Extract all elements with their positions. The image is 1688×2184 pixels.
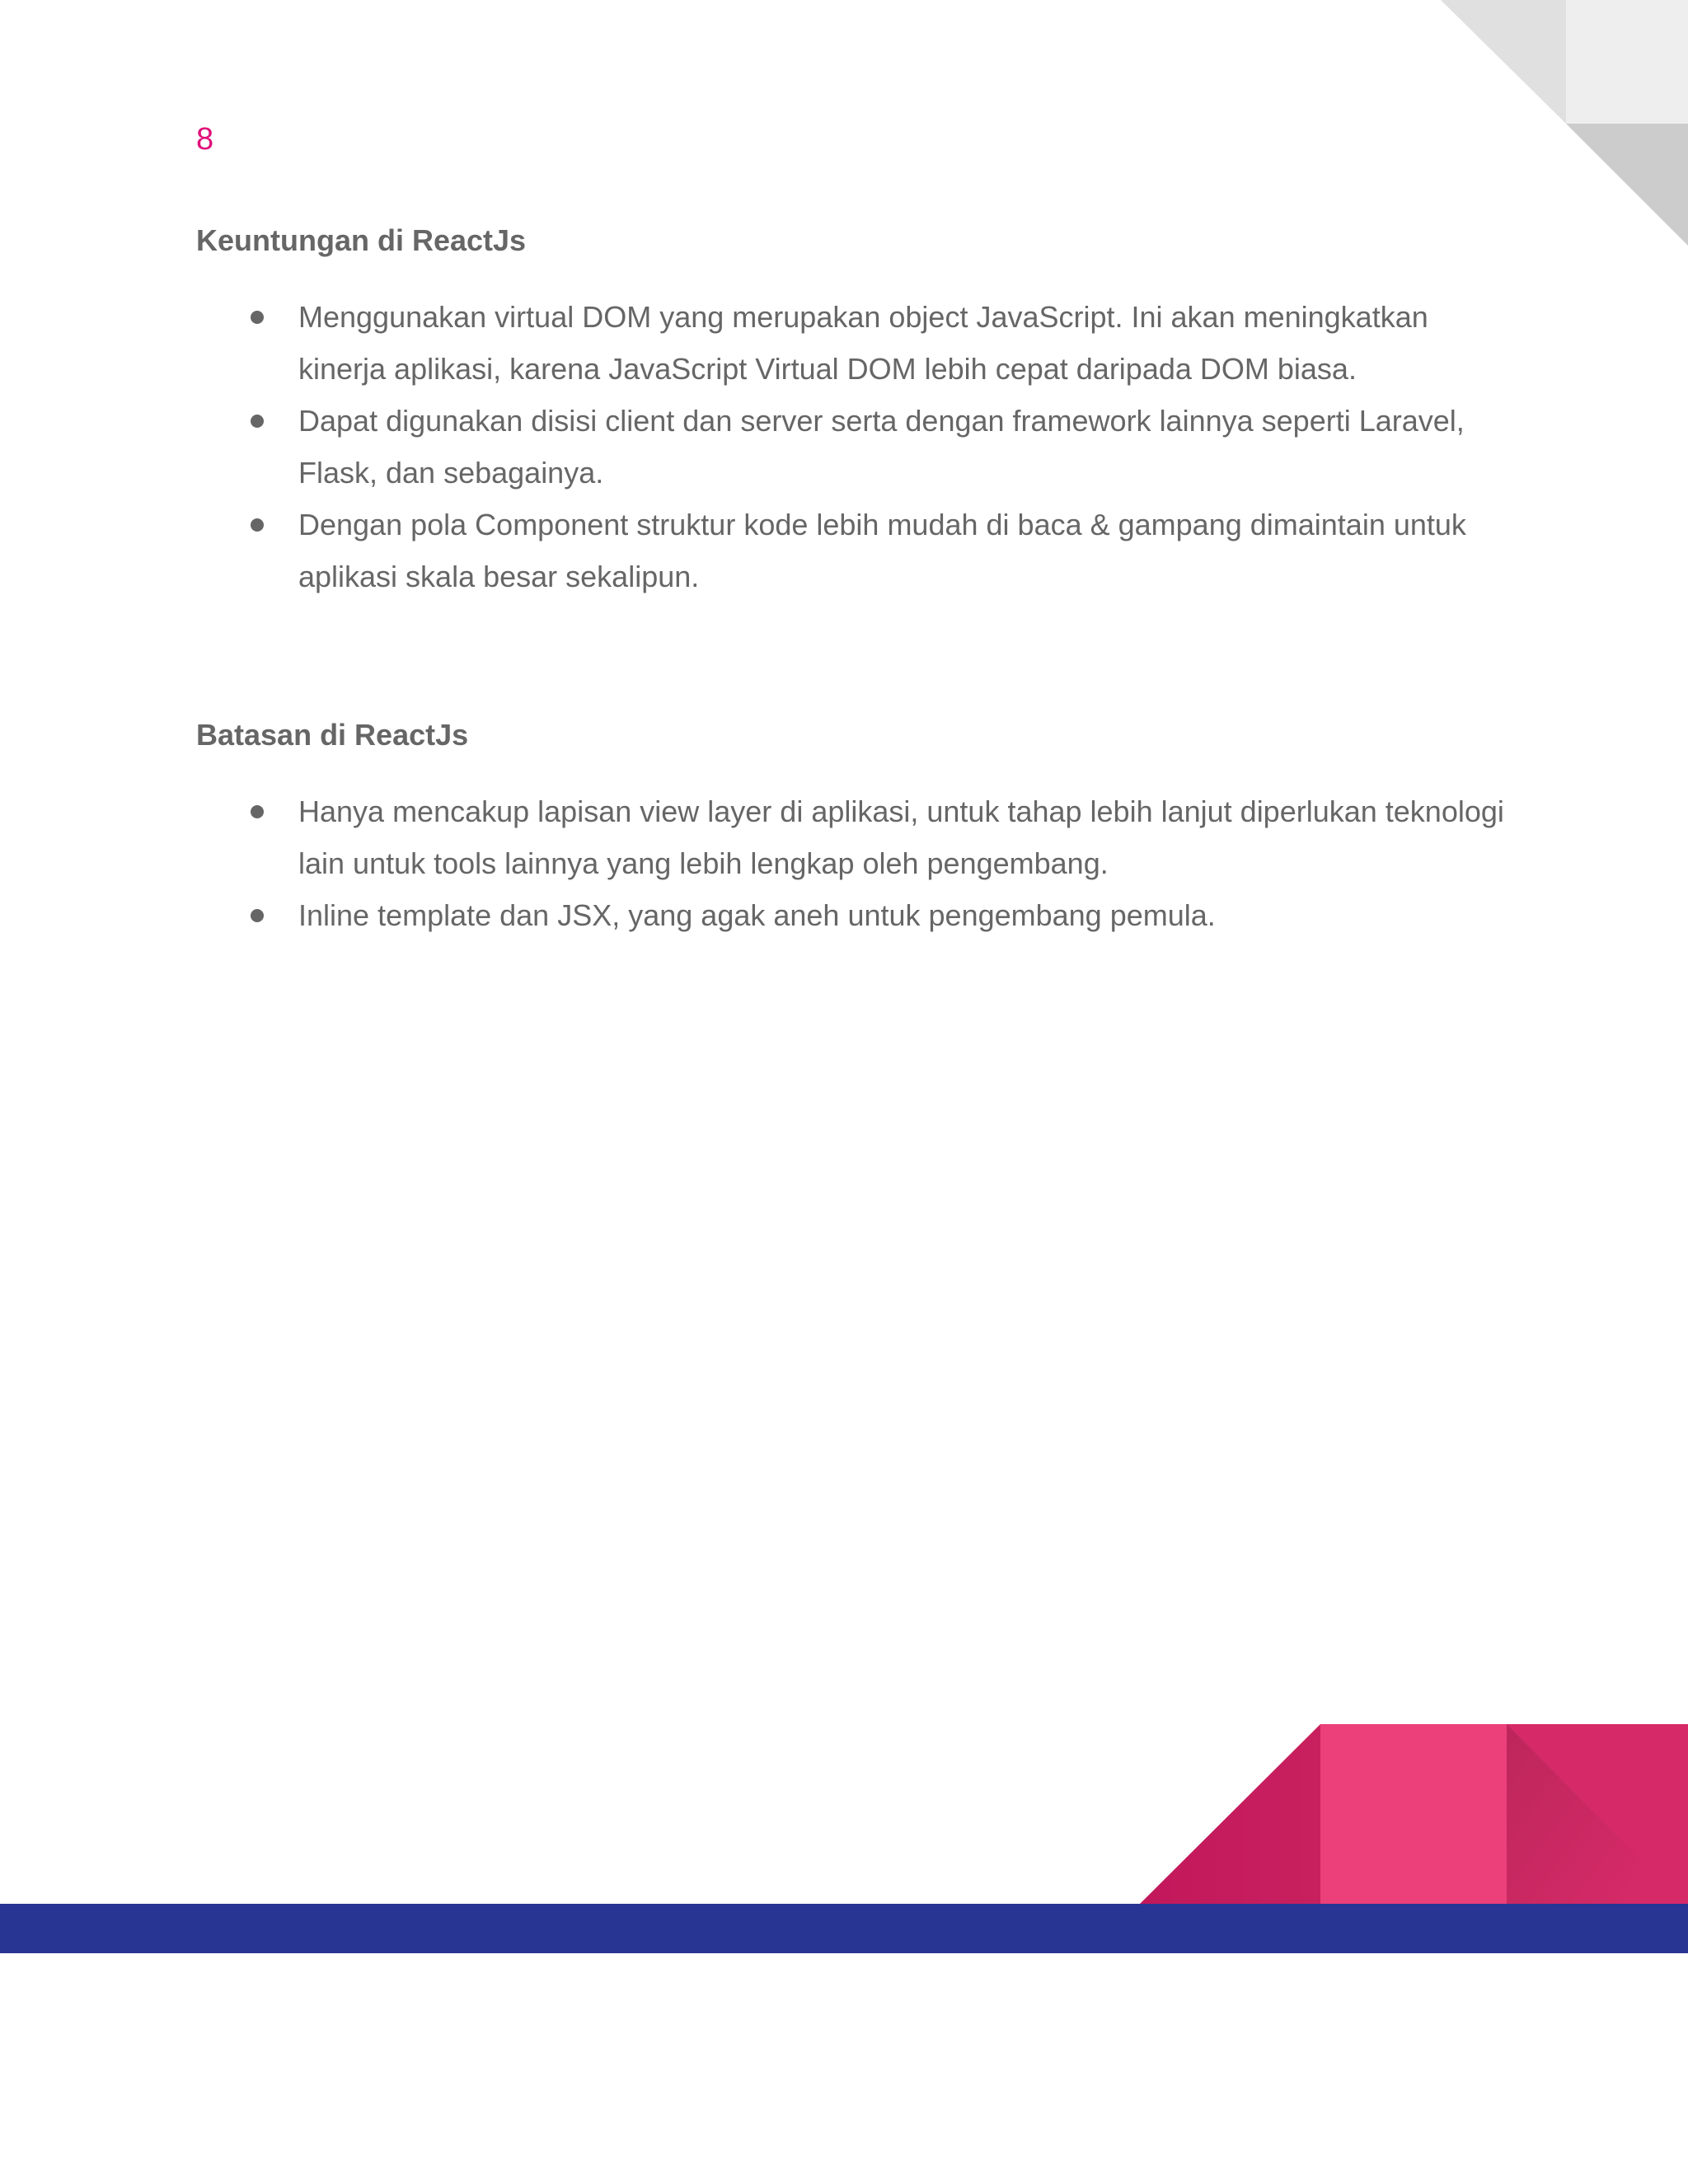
bullet-icon: [251, 415, 264, 428]
list-item: [196, 889, 1515, 941]
bullet-icon: [251, 909, 264, 922]
list-item: [196, 785, 1515, 889]
list-item: [196, 499, 1515, 602]
list-item: [196, 291, 1515, 395]
list-item-text: Inline template dan JSX, yang agak aneh untuk pengembang pemula.: [298, 898, 1216, 933]
section-title: Batasan di ReactJs: [196, 718, 469, 752]
list-item-text: Dapat digunakan disisi client dan server serta dengan framework lainnya seperti Laravel, Flask, dan sebagainya.: [298, 404, 1465, 490]
bullet-icon: [251, 518, 264, 532]
section-batasan: [196, 717, 1515, 941]
section-keuntungan: [196, 223, 1515, 602]
bullet-icon: [251, 805, 264, 818]
list-item: [196, 395, 1515, 499]
list-item-text: Dengan pola Component struktur kode lebih mudah di baca & gampang dimaintain untuk aplikasi skala besar sekalipun.: [298, 508, 1466, 594]
list-item-text: Hanya mencakup lapisan view layer di aplikasi, untuk tahap lebih lanjut diperlukan teknologi lain untuk tools lainnya yang lebih lengkap oleh pengembang.: [298, 794, 1504, 881]
footer-navy-band: [0, 1904, 1688, 1953]
footer-shape-pink-block: [1320, 1724, 1507, 1904]
page-number: 8: [196, 122, 214, 157]
bullet-list: [196, 291, 1515, 602]
list-item-text: Menggunakan virtual DOM yang merupakan object JavaScript. Ini akan meningkatkan kinerja aplikasi, karena JavaScript Virtual DOM lebih cepat daripada DOM biasa.: [298, 300, 1428, 387]
footer-shape-triangle: [1140, 1724, 1320, 1904]
bullet-icon: [251, 311, 264, 324]
bullet-list: [196, 785, 1515, 941]
section-title: Keuntungan di ReactJs: [196, 223, 527, 257]
